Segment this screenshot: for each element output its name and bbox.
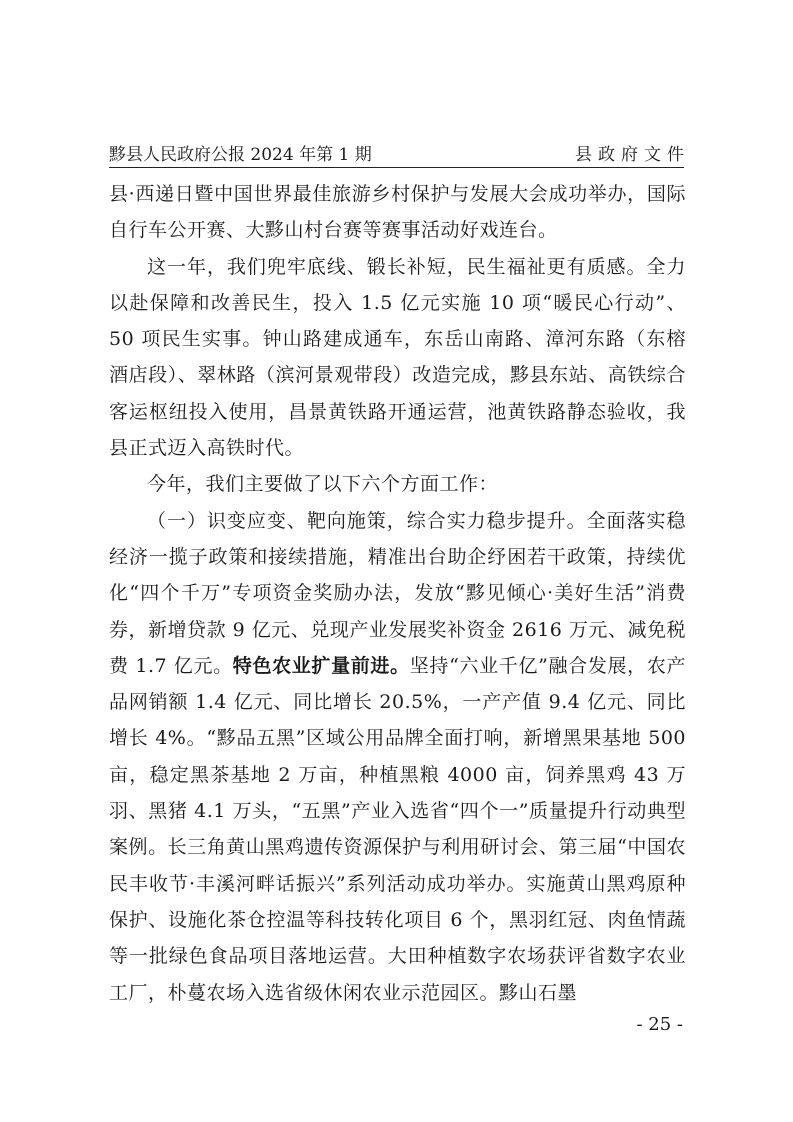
paragraph-4 <box>109 503 686 1011</box>
paragraph-4-lead: （一）识变应变、靶向施策，综合实力稳步提升。全面落实稳经济一揽子政策和接续措施，精准出台助企纾困若干政策，持续优化“四个千万”专项资金奖励办法，发放“黟见倾心·美好生活”消费券，新增贷款 9 亿元、兑现产业发展奖补资金 2616 万元、减免税费 1.7 亿元。 <box>109 509 686 677</box>
paragraph-4-bold-heading: 特色农业扩量前进。 <box>232 654 410 677</box>
paragraph-2: 这一年，我们兜牢底线、锻长补短，民生福祉更有质感。全力以赴保障和改善民生，投入 1.5 亿元实施 10 项“暖民心行动”、50 项民生实事。钟山路建成通车，东岳山南路、漳河东路（东榕酒店段）、翠林路（滨河景观带段）改造完成，黟县东站、高铁综合客运枢纽投入使用，昌景黄铁路开通运营，池黄铁路静态验收，我县正式迈入高铁时代。 <box>109 255 686 460</box>
header-section-title: 县政府文件 <box>575 145 690 165</box>
paragraph-1: 县·西递日暨中国世界最佳旅游乡村保护与发展大会成功举办，国际自行车公开赛、大黟山村台赛等赛事活动好戏连台。 <box>109 183 686 242</box>
page-number: - 25 - <box>636 1014 683 1035</box>
paragraph-4-body: 坚持“六业千亿”融合发展，农产品网销额 1.4 亿元、同比增长 20.5%，一产产值 9.4 亿元、同比增长 4%。“黟品五黑”区域公用品牌全面打响，新增黑果基地 500 亩，稳定黑茶基地 2 万亩，种植黑粮 4000 亩，饲养黑鸡 43 万羽、黑猪 4.1 万头，“五黑”产业入选省“四个一”质量提升行动典型案例。长三角黄山黑鸡遗传资源保护与利用研讨会、第三届“中国农民丰收节·丰溪河畔话振兴”系列活动成功举办。实施黄山黑鸡原种保护、设施化茶仓控温等科技转化项目 6 个，黑羽红冠、肉鱼情蔬等一批绿色食品项目落地运营。大田种植数字农场获评省数字农业工厂，朴蔓农场入选省级休闲农业示范园区。黟山石墨 <box>109 654 686 1004</box>
page-header <box>109 139 690 165</box>
header-publication-title: 黟县人民政府公报 2024 年第 1 期 <box>109 145 372 165</box>
document-body <box>109 176 686 1011</box>
header-rule <box>109 167 684 168</box>
paragraph-3: 今年，我们主要做了以下六个方面工作： <box>147 473 499 496</box>
